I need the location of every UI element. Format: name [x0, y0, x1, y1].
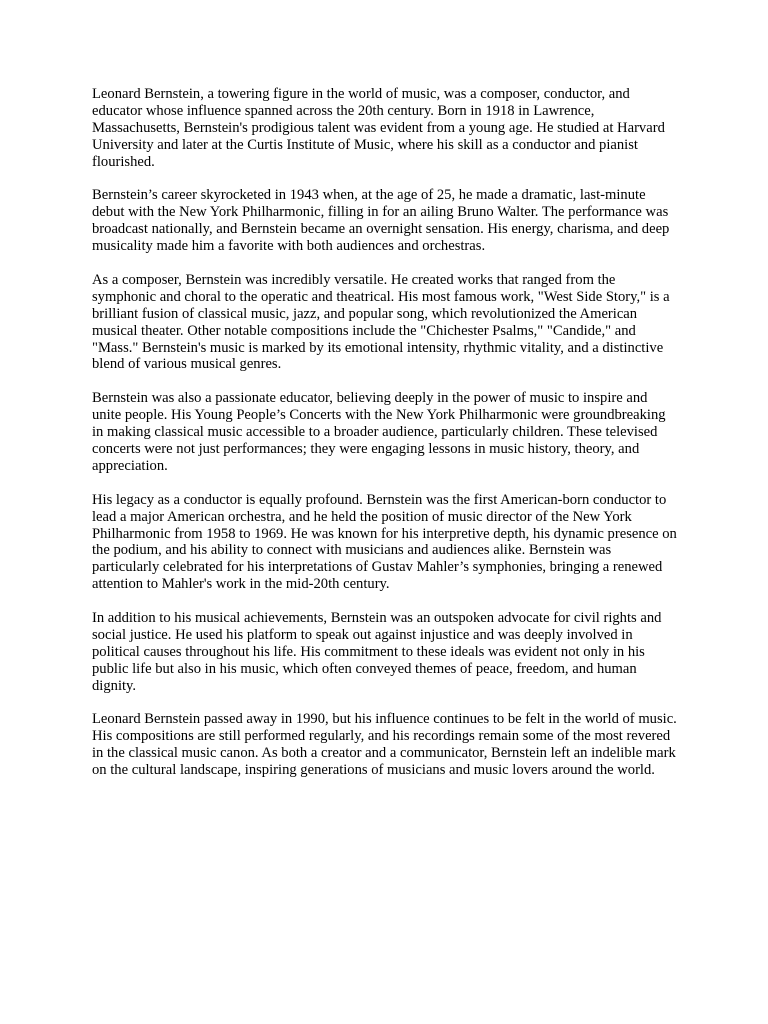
paragraph-conductor-legacy: His legacy as a conductor is equally profound. Bernstein was the first American-born conductor to lead a major American orchestra, and he held the position of music director of the New York Philharmonic from 1958 to 1969. He was known for his interpretive depth, his dynamic presence on the podium, and his ability to connect with musicians and audiences alike. Bernstein was particularly celebrated for his interpretations of Gustav Mahler’s symphonies, bringing a renewed attention to Mahler's work in the mid-20th century. [92, 491, 677, 593]
paragraph-career-debut: Bernstein’s career skyrocketed in 1943 when, at the age of 25, he made a dramatic, last-minute debut with the New York Philharmonic, filling in for an ailing Bruno Walter. The performance was broadcast nationally, and Bernstein became an overnight sensation. His energy, charisma, and deep musicality made him a favorite with both audiences and orchestras. [92, 187, 670, 255]
paragraph-advocacy: In addition to his musical achievements, Bernstein was an outspoken advocate for civil rights and social justice. He used his platform to speak out against injustice and was deeply involved in political causes throughout his life. His commitment to these ideals was evident not only in his public life but also in his music, which often conveyed themes of peace, freedom, and human dignity. [92, 610, 662, 694]
paragraph-composer: As a composer, Bernstein was incredibly versatile. He created works that ranged from the symphonic and choral to the operatic and theatrical. His most famous work, "West Side Story," is a brilliant fusion of classical music, jazz, and popular song, which revolutionized the American musical theater. Other notable compositions include the "Chichester Psalms," "Candide," and "Mass." Bernstein's music is marked by its emotional intensity, rhythmic vitality, and a distinctive blend of various musical genres. [92, 271, 670, 373]
document-page [92, 86, 678, 796]
paragraph-educator: Bernstein was also a passionate educator, believing deeply in the power of music to inspire and unite people. His Young People’s Concerts with the New York Philharmonic were groundbreaking in making classical music accessible to a broader audience, particularly children. These televised concerts were not just performances; they were engaging lessons in music history, theory, and appreciation. [92, 390, 666, 474]
paragraph-early-life: Leonard Bernstein, a towering figure in the world of music, was a composer, conductor, and educator whose influence spanned across the 20th century. Born in 1918 in Lawrence, Massachusetts, Bernstein's prodigious talent was evident from a young age. He studied at Harvard University and later at the Curtis Institute of Music, where his skill as a conductor and pianist flourished. [92, 86, 665, 170]
paragraph-influence: Leonard Bernstein passed away in 1990, but his influence continues to be felt in the world of music. His compositions are still performed regularly, and his recordings remain some of the most revered in the classical music canon. As both a creator and a communicator, Bernstein left an indelible mark on the cultural landscape, inspiring generations of musicians and music lovers around the world. [92, 711, 677, 779]
